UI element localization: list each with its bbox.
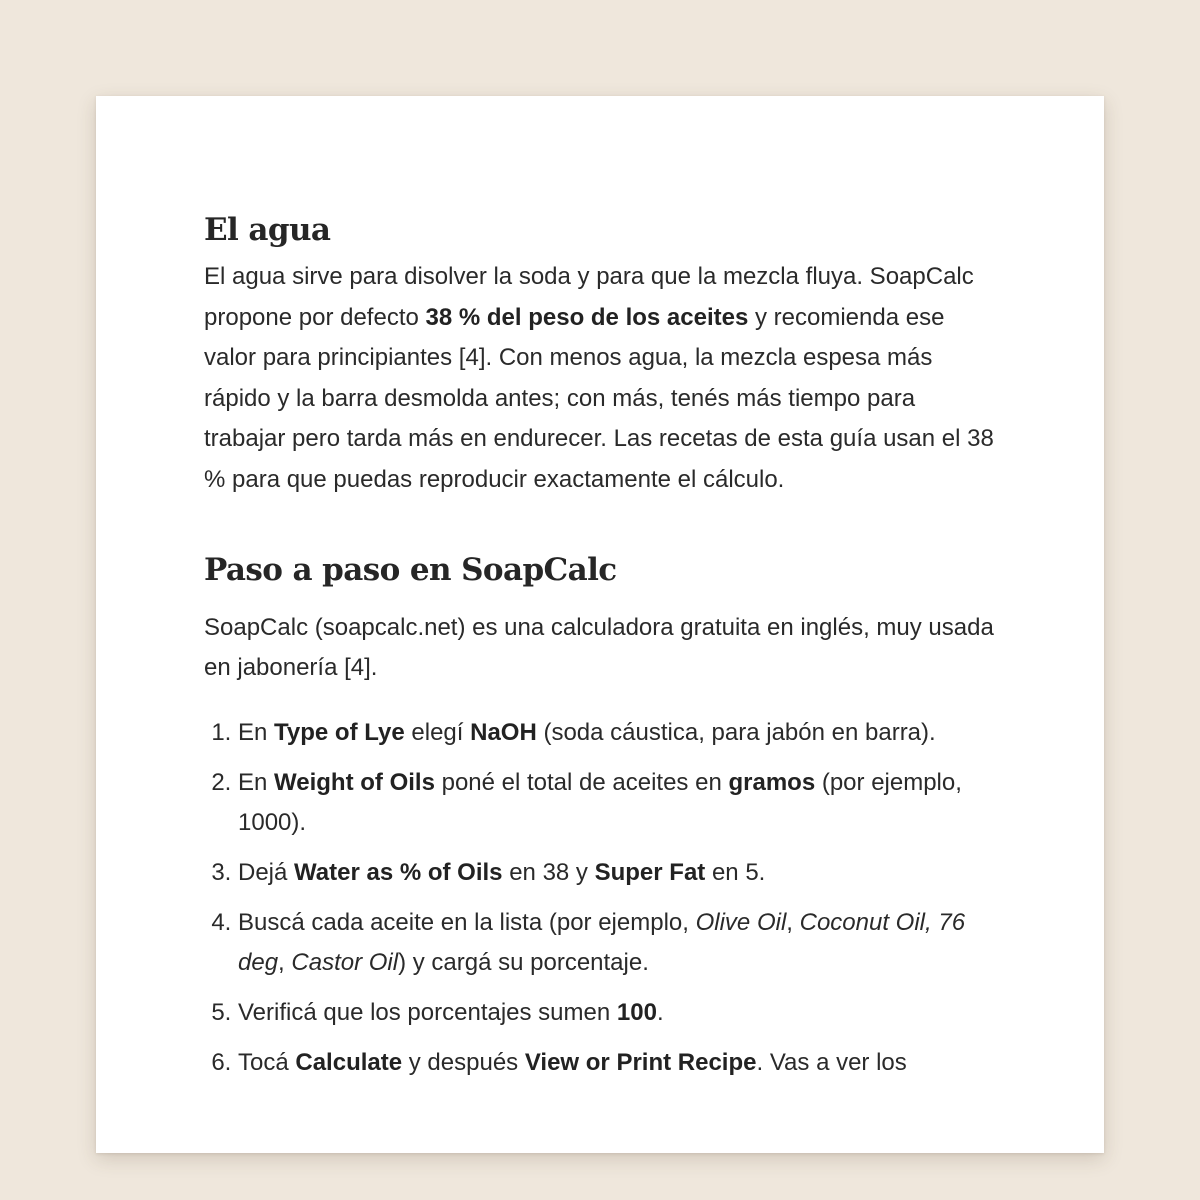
document-card: [96, 96, 1104, 1153]
step-3-text-3: en 5.: [705, 858, 766, 886]
steps-list: [204, 713, 994, 1083]
step-item-6: [238, 1043, 994, 1083]
step-1-text-1: En: [238, 718, 275, 746]
section-heading-steps: Paso a paso en SoapCalc: [204, 552, 617, 589]
step-item-1: [238, 713, 994, 753]
water-default-bold: 38 % del peso de los aceites: [425, 303, 749, 331]
water-text-1: El agua sirve para disolver la soda y para que la mezcla fluya. SoapCalc propone por defecto: [204, 263, 974, 331]
step-4-italic-1: Olive Oil: [695, 908, 787, 936]
document-content: [204, 210, 994, 1093]
step-2-text-2: poné el total de aceites en: [434, 768, 729, 796]
step-3-text-1: Dejá: [238, 858, 295, 886]
step-5-bold-1: 100: [616, 998, 657, 1026]
step-4-text-4: ) y cargá su porcentaje.: [398, 948, 649, 976]
step-3-bold-1: Water as % of Oils: [294, 858, 503, 886]
step-4-italic-3: Castor Oil: [291, 948, 399, 976]
section-heading-water: El agua: [204, 212, 331, 248]
step-6-bold-1: Calculate: [295, 1048, 403, 1076]
step-4-text-3: ,: [278, 948, 292, 976]
step-3-text-2: en 38 y: [502, 858, 595, 886]
step-4-text-1: Buscá cada aceite en la lista (por ejemplo,: [238, 908, 696, 936]
step-item-5: [238, 993, 994, 1033]
step-1-bold-1: Type of Lye: [274, 718, 405, 746]
step-6-text-1: Tocá: [238, 1048, 296, 1076]
step-3-bold-2: Super Fat: [594, 858, 706, 886]
step-1-bold-2: NaOH: [470, 718, 537, 746]
step-item-3: [238, 853, 994, 893]
step-6-bold-2: View or Print Recipe: [524, 1048, 757, 1076]
step-4-italic-2: Coconut Oil, 76 deg: [238, 908, 966, 976]
step-6-text-2: y después: [402, 1048, 525, 1076]
step-4-text-2: ,: [786, 908, 800, 936]
step-1-text-3: (soda cáustica, para jabón en barra).: [536, 718, 936, 746]
step-2-bold-1: Weight of Oils: [274, 768, 435, 796]
step-5-text-2: .: [656, 998, 664, 1026]
step-2-bold-2: gramos: [728, 768, 816, 796]
water-text-2: y recomienda ese valor para principiantes [4]. Con menos agua, la mezcla espesa más rápido y la barra desmolda antes; con más, tenés más tiempo para trabajar pero tarda más en endurecer. Las recetas de esta guía usan el 38 % para que puedas reproducir exactamente el cálculo.: [204, 303, 994, 493]
step-5-text-1: Verificá que los porcentajes sumen: [238, 998, 617, 1026]
step-item-2: [238, 763, 994, 843]
step-6-text-3: . Vas a ver los: [756, 1048, 907, 1076]
step-2-text-1: En: [238, 768, 275, 796]
water-paragraph: [204, 257, 994, 500]
step-1-text-2: elegí: [404, 718, 471, 746]
step-item-4: [238, 903, 994, 983]
steps-intro-paragraph: SoapCalc (soapcalc.net) es una calculadora gratuita en inglés, muy usada en jabonería [4].: [204, 613, 994, 682]
step-2-text-3: (por ejemplo, 1000).: [238, 768, 962, 836]
